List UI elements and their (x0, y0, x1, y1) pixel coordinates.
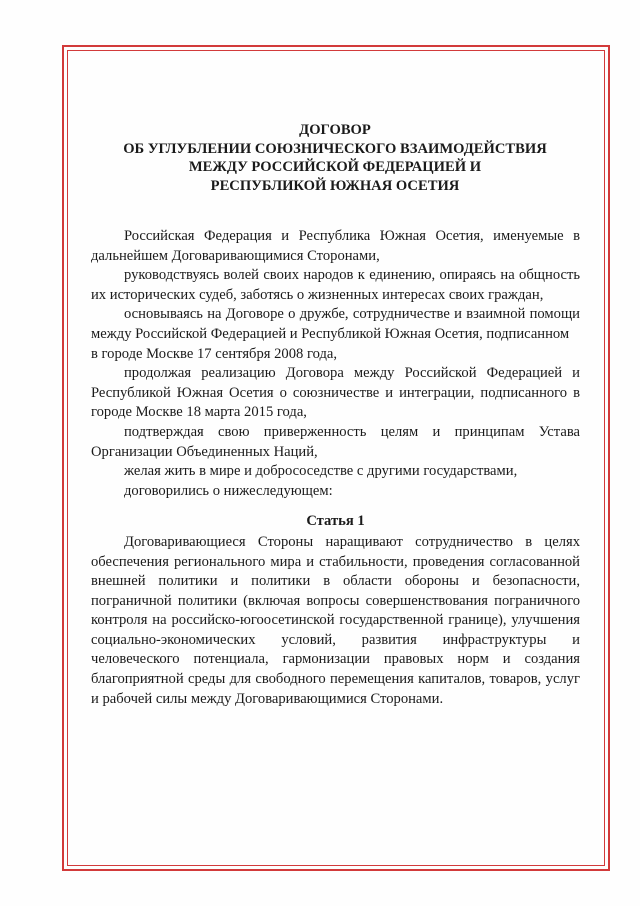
article-heading: Статья 1 (306, 513, 365, 530)
document-body (91, 227, 580, 709)
preamble-paragraph: желая жить в мире и добрососедстве с другими государствами, (124, 463, 518, 480)
document-title (90, 121, 580, 195)
article-paragraph: Договаривающиеся Стороны наращивают сотрудничество в целях обеспечения регионального мира и стабильности, проведения согласованной внешней политики и политики в области обороны и безопасности, пограничной политики (включая вопросы совершенствования пограничного контроля на российско-югоосетинской государственной границе), улучшения социально-экономических условий, развития инфраструктуры и человеческого потенциала, гармонизации правовых норм и создания благоприятной среды для свободного перемещения капиталов, товаров, услуг и рабочей силы между Договаривающимися Сторонами. (91, 533, 580, 707)
preamble-paragraph: подтверждая свою приверженность целям и принципам Устава Организации Объединенных Наций, (91, 423, 580, 460)
preamble-paragraph: договорились о нижеследующем: (124, 482, 333, 499)
preamble-paragraph: в городе Москве 17 сентября 2008 года, (91, 345, 338, 362)
title-line: ОБ УГЛУБЛЕНИИ СОЮЗНИЧЕСКОГО ВЗАИМОДЕЙСТВИЯ (123, 140, 547, 157)
preamble-paragraph: Российская Федерация и Республика Южная Осетия, именуемые в дальнейшем Договаривающимися Сторонами, (91, 228, 580, 264)
preamble-paragraph: основываясь на Договоре о дружбе, сотрудничестве и взаимной помощи между Российской Федерацией и Республикой Южная Осетия, подписанном (91, 306, 580, 342)
preamble-paragraph: руководствуясь волей своих народов к единению, опираясь на общность их исторических судеб, заботясь о жизненных интересах своих граждан, (91, 267, 580, 303)
preamble-paragraph: продолжая реализацию Договора между Российской Федерацией и Республикой Южная Осетия о союзничестве и интеграции, подписанного в городе Москве 18 марта 2015 года, (91, 365, 580, 421)
title-line: ДОГОВОР (299, 122, 371, 138)
title-line: РЕСПУБЛИКОЙ ЮЖНАЯ ОСЕТИЯ (210, 177, 460, 194)
title-line: МЕЖДУ РОССИЙСКОЙ ФЕДЕРАЦИЕЙ И (188, 159, 482, 175)
